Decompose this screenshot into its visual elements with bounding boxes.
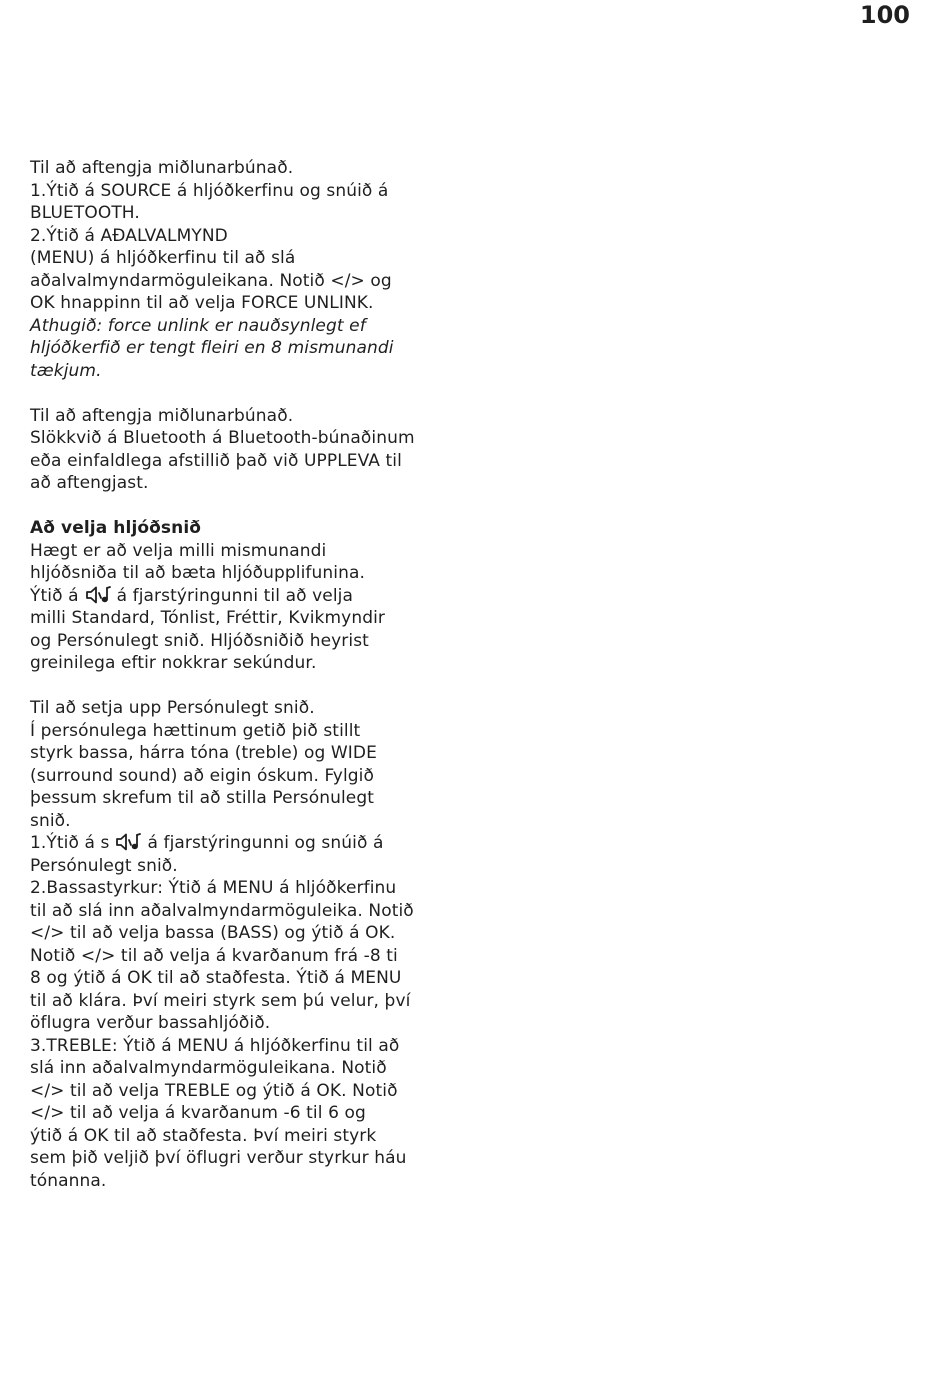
text-line: </> til að velja TREBLE og ýtið á OK. Notið	[30, 1080, 398, 1101]
section-intro: Til að aftengja miðlunarbúnað.	[30, 158, 294, 178]
text-line: 3.TREBLE: Ýtið á MENU á hljóðkerfinu til að	[30, 1035, 400, 1056]
text-line-with-icon	[30, 585, 470, 608]
manual-text	[30, 157, 470, 1192]
text-line: aðalvalmyndarmöguleikana. Notið </> og	[30, 270, 392, 291]
text-line: öflugra verður bassahljóðið.	[30, 1013, 271, 1033]
text-line: sem þið veljið því öflugri verður styrkur háu	[30, 1148, 407, 1168]
text-fragment: á fjarstýringunni til að velja	[116, 585, 353, 606]
text-line: og Persónulegt snið. Hljóðsniðið heyrist	[30, 630, 369, 651]
text-line: milli Standard, Tónlist, Fréttir, Kvikmyndir	[30, 608, 385, 628]
text-line: hljóðsniða til að bæta hljóðupplifunina.	[30, 563, 365, 583]
personal-mode-section	[30, 697, 470, 1192]
text-line: </> til að velja bassa (BASS) og ýtið á OK.	[30, 923, 396, 943]
text-line: Notið </> til að velja á kvarðanum frá -8 ti	[30, 945, 398, 966]
text-line: Hægt er að velja milli mismunandi	[30, 540, 327, 561]
disconnect-section	[30, 405, 470, 495]
text-fragment: 1.Ýtið á s	[30, 833, 110, 853]
text-line-with-icon	[30, 832, 470, 855]
note-line: tækjum.	[30, 360, 102, 381]
text-line: 8 og ýtið á OK til að staðfesta. Ýtið á MENU	[30, 968, 402, 988]
text-line: </> til að velja á kvarðanum -6 til 6 og	[30, 1103, 366, 1123]
text-line: BLUETOOTH.	[30, 203, 140, 223]
text-line: ýtið á OK til að staðfesta. Því meiri styrk	[30, 1125, 377, 1146]
text-line: 2.Ýtið á AÐALVALMYND	[30, 225, 228, 246]
speaker-music-note-icon	[115, 832, 141, 852]
text-line: tónanna.	[30, 1170, 107, 1191]
note-line: Athugið: force unlink er nauðsynlegt ef	[30, 315, 366, 336]
text-line: þessum skrefum til að stilla Persónulegt	[30, 788, 374, 808]
text-line: snið.	[30, 810, 71, 831]
text-line: (MENU) á hljóðkerfinu til að slá	[30, 248, 296, 268]
text-line: 2.Bassastyrkur: Ýtið á MENU á hljóðkerfinu	[30, 878, 397, 898]
unlink-section	[30, 157, 470, 382]
text-line: að aftengjast.	[30, 473, 149, 493]
section-intro: Til að aftengja miðlunarbúnað.	[30, 405, 294, 426]
sound-mode-section	[30, 517, 470, 675]
paragraph-gap	[30, 495, 470, 518]
text-line: Slökkvið á Bluetooth á Bluetooth-búnaðinum	[30, 428, 415, 448]
note-line: hljóðkerfið er tengt fleiri en 8 mismunandi	[30, 338, 394, 358]
text-line: greinilega eftir nokkrar sekúndur.	[30, 653, 317, 673]
paragraph-gap	[30, 675, 470, 698]
text-fragment: Ýtið á	[30, 585, 79, 606]
text-line: Í persónulega hættinum getið þið stillt	[30, 720, 361, 741]
text-line: OK hnappinn til að velja FORCE UNLINK.	[30, 293, 374, 313]
speaker-music-note-icon	[85, 585, 111, 605]
text-line: 1.Ýtið á SOURCE á hljóðkerfinu og snúið á	[30, 180, 389, 201]
text-line: til að klára. Því meiri styrk sem þú velur, því	[30, 990, 411, 1011]
paragraph-gap	[30, 382, 470, 405]
text-line: slá inn aðalvalmyndarmöguleikana. Notið	[30, 1058, 387, 1078]
page-number: 100	[859, 1, 910, 29]
text-line: eða einfaldlega afstillið það við UPPLEVA til	[30, 450, 402, 471]
text-line: (surround sound) að eigin óskum. Fylgið	[30, 765, 374, 786]
text-fragment: á fjarstýringunni og snúið á	[147, 833, 384, 853]
text-line: Persónulegt snið.	[30, 855, 178, 876]
section-heading: Að velja hljóðsnið	[30, 518, 202, 538]
section-intro: Til að setja upp Persónulegt snið.	[30, 698, 315, 718]
text-line: styrk bassa, hárra tóna (treble) og WIDE	[30, 743, 377, 763]
text-line: til að slá inn aðalvalmyndarmöguleika. Notið	[30, 900, 414, 921]
